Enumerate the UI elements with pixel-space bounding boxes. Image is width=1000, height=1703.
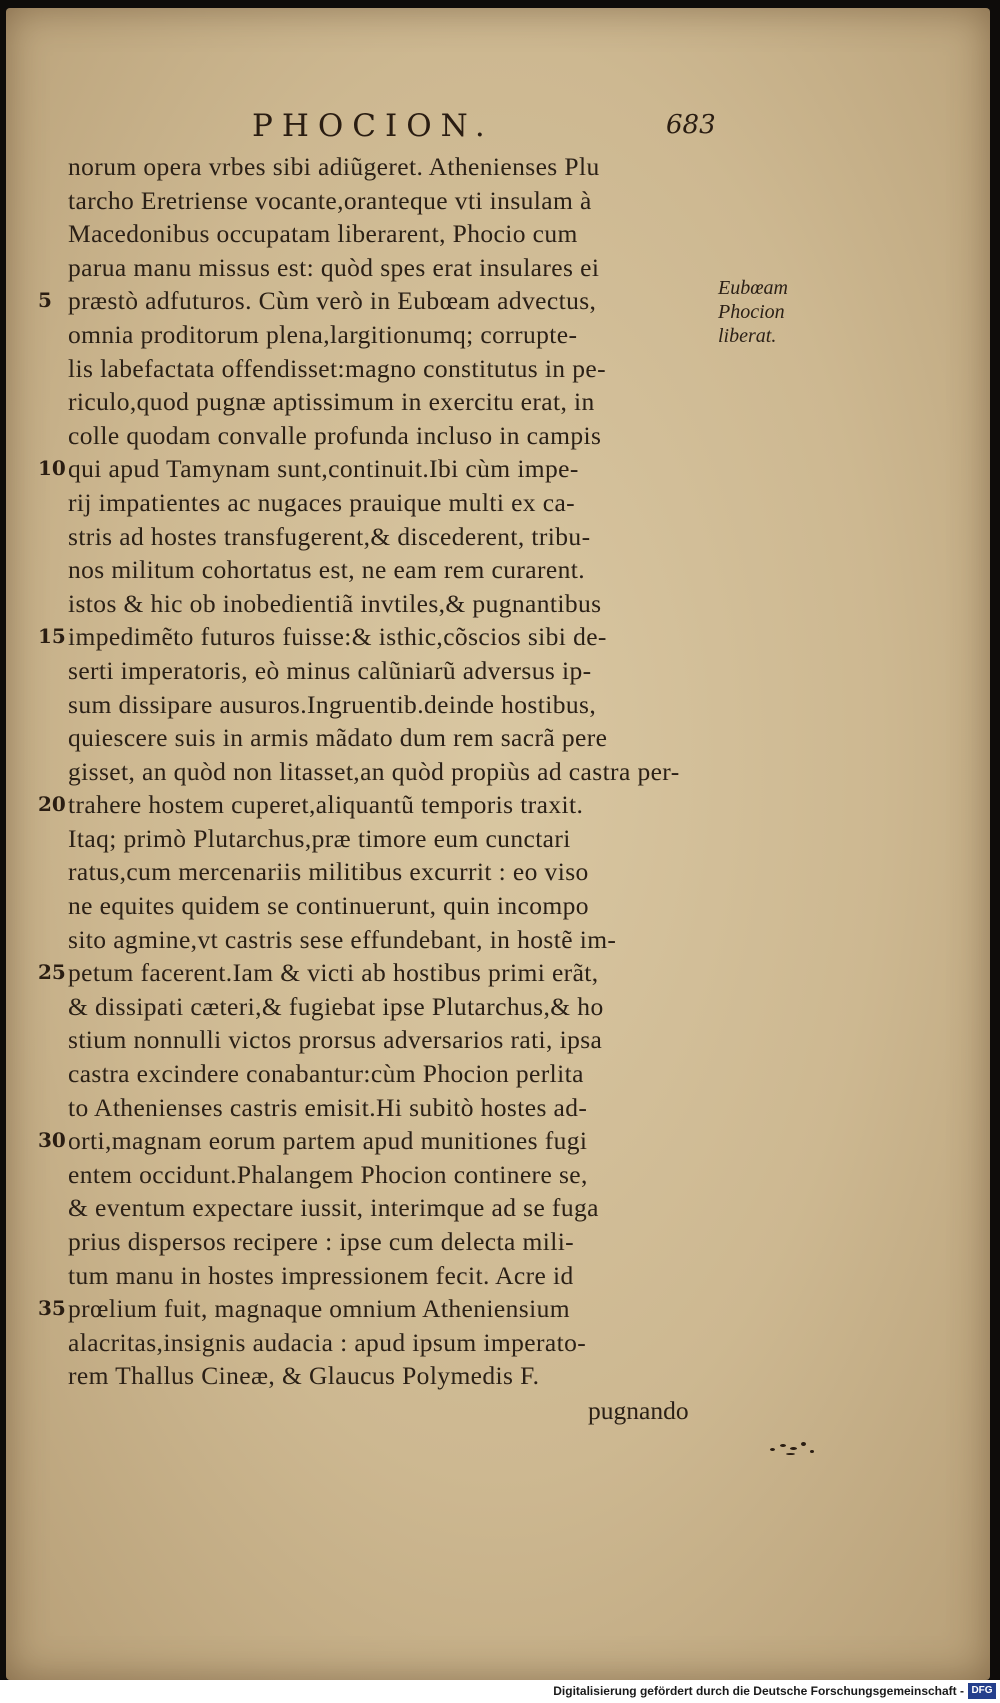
text-line [68, 1326, 718, 1360]
line-text: quiescere suis in armis mãdato dum rem sacrã pere [68, 723, 608, 753]
line-text: sito agmine,vt castris sese effundebant, in hostẽ im- [68, 924, 617, 954]
line-number: 20 [38, 792, 66, 817]
text-line [68, 553, 718, 587]
line-number: 30 [38, 1128, 66, 1153]
text-line [68, 352, 718, 386]
line-text: tarcho Eretriense vocante,oranteque vti insulam à [68, 185, 592, 215]
line-number: 5 [38, 288, 52, 313]
text-line [38, 1124, 718, 1158]
line-text: ne equites quidem se continuerunt, quin incompo [68, 891, 589, 921]
text-line [68, 1359, 718, 1393]
text-line [68, 587, 718, 621]
text-line [68, 1057, 718, 1091]
text-line [68, 755, 718, 789]
text-line [68, 385, 718, 419]
line-number: 35 [38, 1296, 66, 1321]
text-line [68, 855, 718, 889]
text-line [68, 150, 718, 184]
text-line [38, 1292, 718, 1326]
page-number: 683 [666, 110, 716, 140]
footer-bar [0, 1680, 1000, 1703]
line-number: 15 [38, 624, 66, 649]
line-text: alacritas,insignis audacia : apud ipsum imperato- [68, 1327, 587, 1357]
line-text: serti imperatoris, eò minus calũniarũ adversus ip- [68, 655, 592, 685]
line-text: to Athenienses castris emisit.Hi subitò hostes ad- [68, 1092, 588, 1122]
line-text: prœlium fuit, magnaque omnium Atheniensium [68, 1294, 570, 1324]
text-line [68, 721, 718, 755]
text-line [68, 654, 718, 688]
line-text: nos militum cohortatus est, ne eam rem curarent. [68, 555, 586, 585]
line-text: Itaq; primò Plutarchus,præ timore eum cunctari [68, 823, 571, 853]
text-line [68, 822, 718, 856]
text-line [68, 486, 718, 520]
text-line [68, 419, 718, 453]
line-text: qui apud Tamynam sunt,continuit.Ibi cùm impe- [68, 454, 579, 484]
marginal-note-line: liberat. [718, 325, 777, 347]
marginal-note [718, 276, 828, 348]
text-line [68, 184, 718, 218]
line-text: tum manu in hostes impressionem fecit. Acre id [68, 1260, 574, 1290]
line-text: gisset, an quòd non litasset,an quòd propiùs ad castra per- [68, 756, 680, 786]
line-text: parua manu missus est: quòd spes erat insulares ei [68, 252, 600, 282]
line-text: stium nonnulli victos prorsus adversarios rati, ipsa [68, 1025, 603, 1055]
line-text: trahere hostem cuperet,aliquantũ temporis traxit. [68, 790, 584, 820]
text-line [68, 889, 718, 923]
text-line [38, 284, 718, 318]
text-line [68, 688, 718, 722]
line-text: istos & hic ob inobedientiã invtiles,& pugnantibus [68, 588, 602, 618]
line-number: 25 [38, 960, 66, 985]
running-title: PHOCION. [252, 108, 494, 144]
line-text: norum opera vrbes sibi adiũgeret. Athenienses Plu [68, 152, 600, 181]
text-line [38, 956, 718, 990]
line-text: petum facerent.Iam & victi ab hostibus primi erãt, [68, 958, 599, 988]
text-line [68, 251, 718, 285]
line-text: prius dispersos recipere : ipse cum delecta mili- [68, 1227, 575, 1256]
line-text: riculo,quod pugnæ aptissimum in exercitu erat, in [68, 387, 595, 417]
text-line [68, 1191, 718, 1225]
text-line [68, 1259, 718, 1293]
funding-credit: Digitalisierung gefördert durch die Deutsche Forschungsgemeinschaft - [553, 1684, 964, 1698]
ink-ornament [766, 1438, 822, 1460]
body-text [38, 150, 718, 1393]
line-number: 10 [38, 456, 66, 481]
text-line [68, 318, 718, 352]
text-line [38, 452, 718, 486]
text-line [38, 620, 718, 654]
line-text: castra excindere conabantur:cùm Phocion perlita [68, 1059, 584, 1089]
text-line [68, 1023, 718, 1057]
line-text: sum dissipare ausuros.Ingruentib.deinde hostibus, [68, 689, 597, 719]
marginal-note-line: Phocion [718, 301, 785, 323]
text-line [68, 1158, 718, 1192]
text-line [68, 1091, 718, 1125]
line-text: & eventum expectare iussit, interimque ad se fuga [68, 1193, 599, 1223]
line-text: orti,magnam eorum partem apud munitiones fugi [68, 1126, 588, 1156]
line-text: omnia proditorum plena,largitionumq; corrupte- [68, 319, 578, 349]
line-text: lis labefactata offendisset:magno constitutus in pe- [68, 353, 606, 383]
line-text: ratus,cum mercenariis militibus excurrit : eo viso [68, 857, 589, 887]
line-text: rem Thallus Cineæ, & Glaucus Polymedis F. [68, 1361, 540, 1391]
page-header [6, 108, 990, 148]
line-text: entem occidunt.Phalangem Phocion continere se, [68, 1159, 588, 1189]
line-text: Macedonibus occupatam liberarent, Phocio cum [68, 219, 578, 249]
text-line [68, 923, 718, 957]
marginal-note-line: Eubœam [718, 277, 788, 299]
dfg-logo-icon: DFG [968, 1683, 996, 1699]
text-line [38, 788, 718, 822]
line-text: præstò adfuturos. Cùm verò in Eubœam advectus, [68, 286, 597, 316]
line-text: & dissipati cæteri,& fugiebat ipse Plutarchus,& ho [68, 991, 604, 1021]
text-line [68, 520, 718, 554]
line-text: stris ad hostes transfugerent,& discederent, tribu- [68, 521, 591, 551]
catchword: pugnando [588, 1396, 689, 1425]
line-text: impedimẽto futuros fuisse:& isthic,cõscios sibi de- [68, 622, 607, 652]
line-text: rij impatientes ac nugaces prauique multi ex ca- [68, 487, 576, 517]
line-text: colle quodam convalle profunda incluso in campis [68, 420, 602, 450]
text-line [68, 1225, 718, 1259]
book-page [6, 8, 990, 1680]
text-line [68, 990, 718, 1024]
text-line [68, 217, 718, 251]
